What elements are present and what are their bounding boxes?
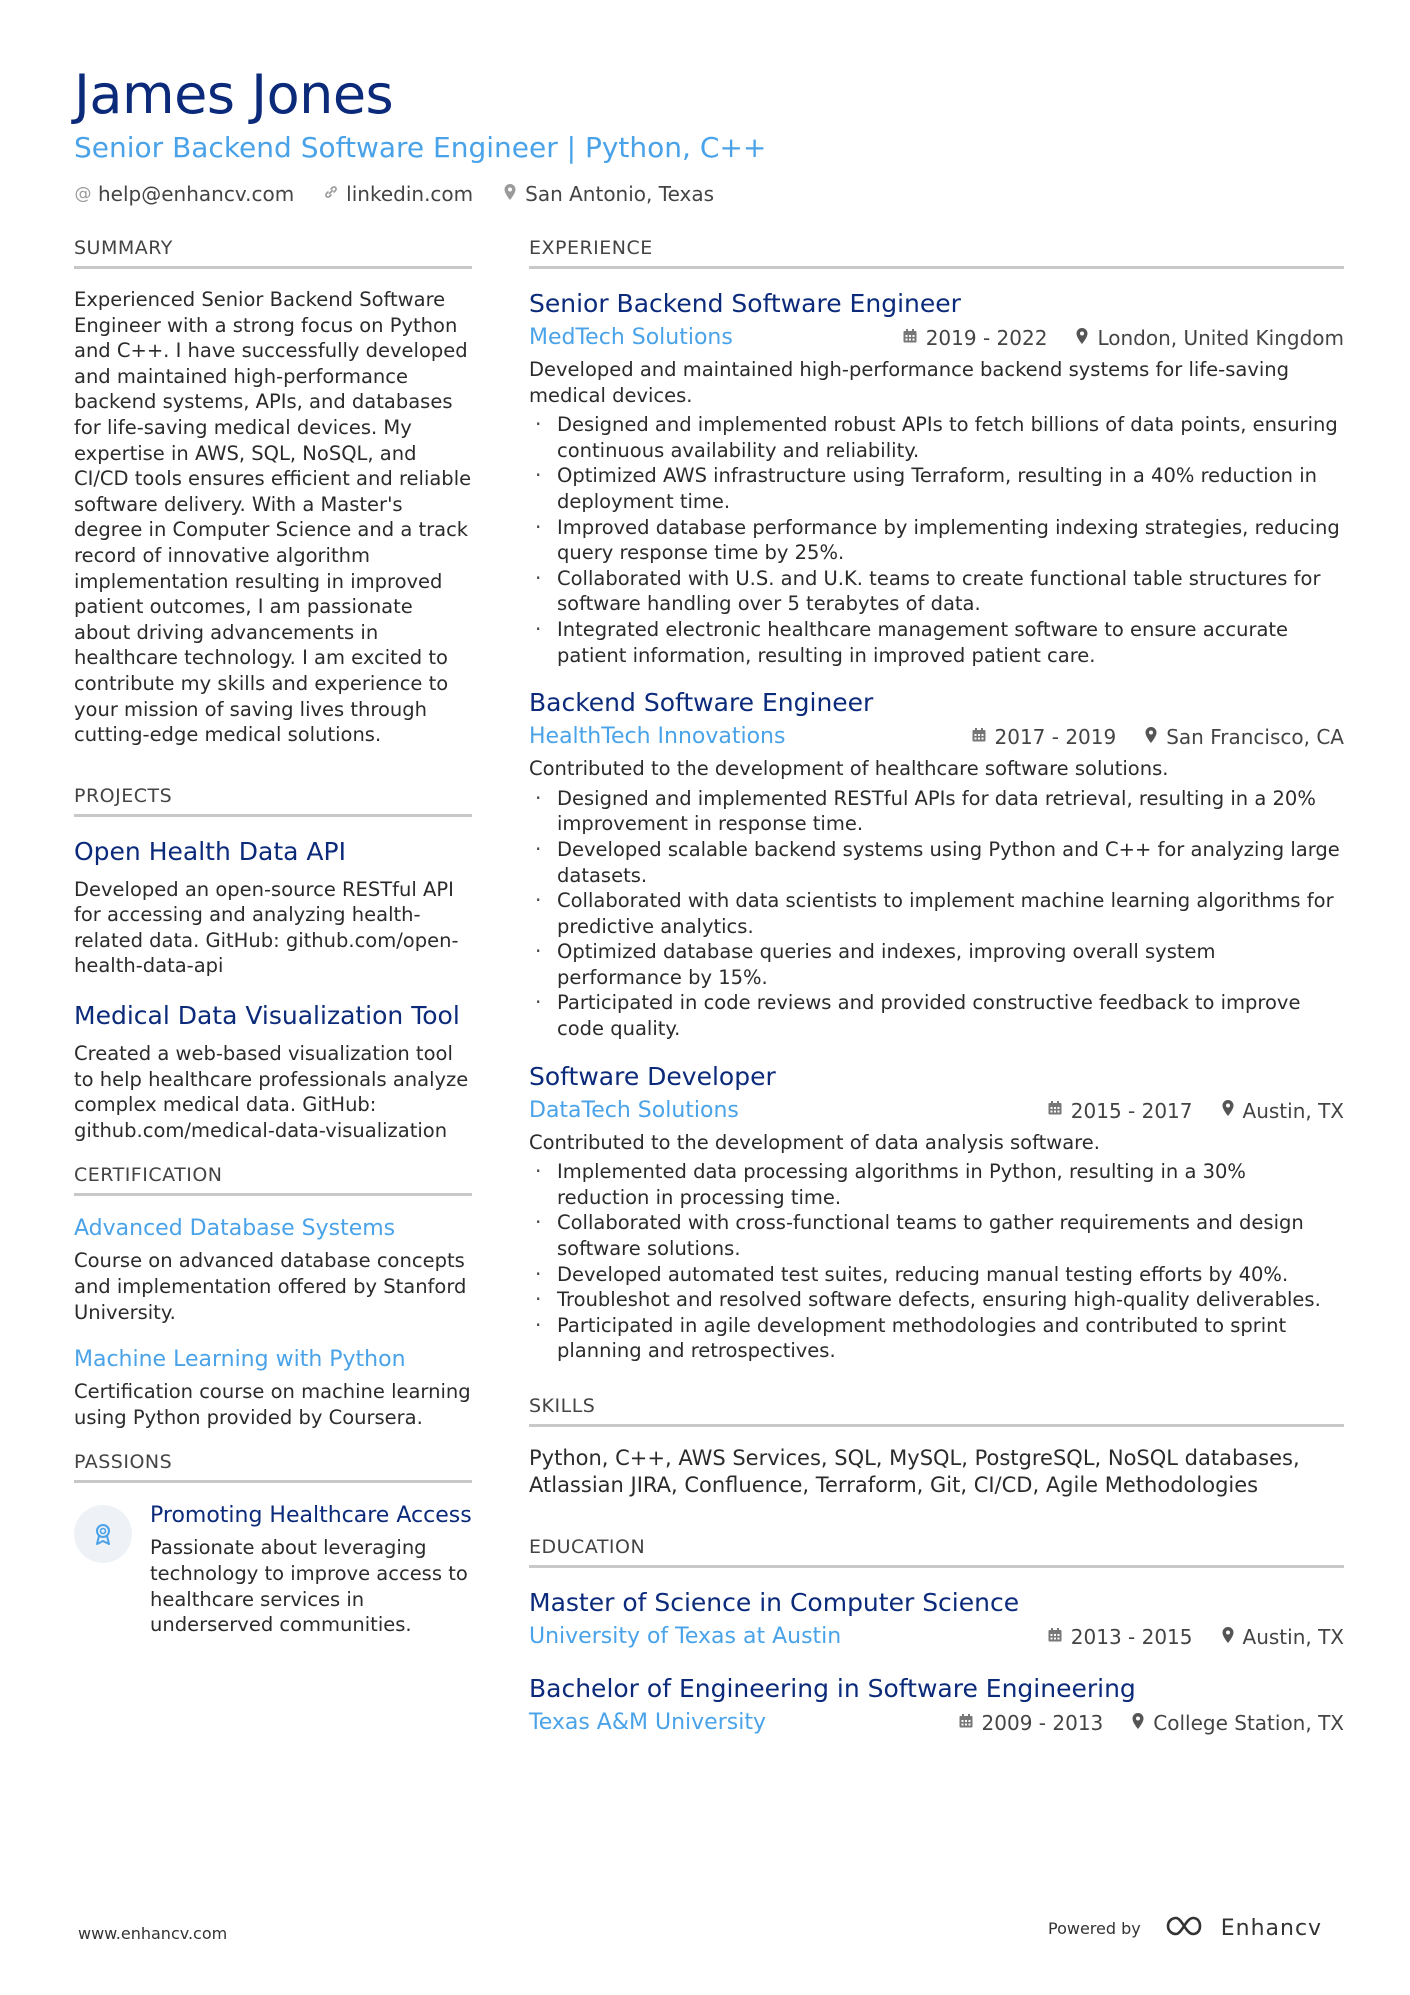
experience-heading: EXPERIENCE: [529, 236, 1344, 269]
skills-heading: SKILLS: [529, 1394, 1344, 1427]
passion-title: Promoting Healthcare Access: [150, 1503, 472, 1529]
job-bullet: · Improved database performance by implementing indexing strategies, reducing query response time by 25%.: [529, 515, 1344, 566]
location-pin-icon: [1131, 1712, 1145, 1735]
job-dates: 2017 - 2019: [994, 725, 1117, 750]
job-meta: [529, 323, 1344, 353]
job-dates-location: [971, 725, 1345, 749]
award-ribbon-icon: [74, 1505, 132, 1563]
email-text: help@enhancv.com: [98, 182, 295, 206]
job-title: Backend Software Engineer: [529, 688, 874, 718]
job-entry: [529, 1060, 1344, 1364]
passion-description: Passionate about leveraging technology to improve access to healthcare services in underserved communities.: [150, 1536, 468, 1637]
job-bullet: · Collaborated with cross-functional teams to gather requirements and design software solutions.: [529, 1210, 1344, 1261]
company-name: DataTech Solutions: [529, 1097, 739, 1123]
project-item: [74, 999, 472, 1143]
job-bullet: · Participated in code reviews and provided constructive feedback to improve code quality.: [529, 990, 1344, 1041]
certification-description: Course on advanced database concepts and implementation offered by Stanford University.: [74, 1249, 467, 1324]
at-icon: @: [74, 184, 92, 204]
education-dates: 2009 - 2013: [981, 1711, 1104, 1735]
resume-header: [74, 62, 1344, 206]
job-description: Contributed to the development of healthcare software solutions.: [529, 757, 1169, 781]
contact-location: [501, 182, 714, 206]
job-bullets: [529, 412, 1344, 668]
education-location: [1221, 1625, 1344, 1649]
job-location: [1221, 1099, 1344, 1123]
calendar-icon: [958, 1713, 974, 1734]
project-description: Created a web-based visualization tool to help healthcare professionals analyze complex medical data. GitHub: github.com/medical-data-visualization: [74, 1042, 469, 1142]
location-pin-icon: [1221, 1099, 1235, 1122]
job-bullet: · Implemented data processing algorithms in Python, resulting in a 30% reduction in processing time.: [529, 1159, 1344, 1210]
calendar-icon: [902, 328, 918, 349]
job-location: [1144, 725, 1344, 749]
project-item: [74, 835, 472, 979]
job-bullets: [529, 786, 1344, 1042]
job-bullet: · Participated in agile development methodologies and contributed to sprint planning and retrospectives.: [529, 1313, 1344, 1364]
job-bullet: · Optimized AWS infrastructure using Terraform, resulting in a 40% reduction in deployment time.: [529, 463, 1344, 514]
company-name: MedTech Solutions: [529, 325, 733, 350]
brand-name: Enhancv: [1220, 1915, 1323, 1941]
job-bullet: · Designed and implemented RESTful APIs for data retrieval, resulting in a 20% improvement in response time.: [529, 786, 1344, 837]
location-pin-icon: [1144, 726, 1158, 749]
job-title: Software Developer: [529, 1061, 776, 1091]
job-dates: 2015 - 2017: [1070, 1098, 1193, 1123]
education-dates-location: [1047, 1625, 1344, 1649]
candidate-title: Senior Backend Software Engineer | Python, C++: [74, 131, 767, 164]
certification-item: [74, 1214, 472, 1325]
candidate-name: James Jones: [74, 63, 394, 126]
company-name: HealthTech Innovations: [529, 724, 786, 750]
projects-section: [74, 784, 472, 1144]
education-location-text: Austin, TX: [1242, 1625, 1344, 1649]
education-entry: [529, 1672, 1344, 1738]
projects-heading: PROJECTS: [74, 784, 472, 817]
job-description: Developed and maintained high-performance backend systems for life-saving medical devices.: [529, 358, 1290, 407]
job-entry: [529, 686, 1344, 1042]
calendar-icon: [971, 727, 987, 748]
experience-section: [529, 236, 1344, 1364]
job-location-text: San Francisco, CA: [1166, 725, 1344, 750]
contact-bar: [74, 182, 1344, 206]
contact-email[interactable]: [74, 182, 294, 206]
job-bullet: · Troubleshot and resolved software defects, ensuring high-quality deliverables.: [529, 1287, 1344, 1313]
calendar-icon: [1047, 1100, 1063, 1121]
job-bullet: · Optimized database queries and indexes, improving overall system performance by 15%.: [529, 939, 1344, 990]
education-location: [1131, 1711, 1344, 1735]
job-location: [1075, 326, 1344, 350]
passion-content: [150, 1501, 472, 1637]
job-bullet: · Developed automated test suites, reducing manual testing efforts by 40%.: [529, 1262, 1344, 1288]
certification-title: Machine Learning with Python: [74, 1347, 406, 1373]
education-meta: [529, 1622, 1344, 1652]
link-icon: [322, 184, 340, 205]
project-title: Medical Data Visualization Tool: [74, 1001, 460, 1031]
job-bullet: · Integrated electronic healthcare management software to ensure accurate patient information, resulting in improved patient care.: [529, 617, 1344, 668]
job-bullet: · Collaborated with U.S. and U.K. teams to create functional table structures for software handling over 5 terabytes of data.: [529, 566, 1344, 617]
degree-title: Bachelor of Engineering in Software Engineering: [529, 1674, 1136, 1703]
passion-item: [74, 1501, 472, 1637]
job-meta: [529, 722, 1344, 752]
job-bullet: · Designed and implemented robust APIs to fetch billions of data points, ensuring continuous availability and reliability.: [529, 412, 1344, 463]
job-meta: [529, 1096, 1344, 1126]
footer-branding[interactable]: [1048, 1914, 1322, 1942]
job-location-text: Austin, TX: [1242, 1098, 1344, 1123]
job-entry: [529, 287, 1344, 668]
job-dates: 2019 - 2022: [925, 326, 1048, 350]
certification-description: Certification course on machine learning using Python provided by Coursera.: [74, 1380, 471, 1429]
education-dates-location: [958, 1711, 1344, 1735]
job-description: Contributed to the development of data analysis software.: [529, 1130, 1100, 1154]
project-title: Open Health Data API: [74, 836, 346, 866]
job-bullets: [529, 1159, 1344, 1364]
job-title: Senior Backend Software Engineer: [529, 289, 961, 318]
linkedin-text: linkedin.com: [346, 182, 474, 206]
passions-section: [74, 1450, 472, 1637]
enhancv-logo-icon: [1165, 1914, 1211, 1942]
certification-heading: CERTIFICATION: [74, 1163, 472, 1196]
location-pin-icon: [1221, 1626, 1235, 1649]
location-text: San Antonio, Texas: [525, 182, 715, 206]
education-location-text: College Station, TX: [1153, 1711, 1344, 1735]
project-description: Developed an open-source RESTful API for accessing and analyzing health-related data. GitHub: github.com/open-health-data-api: [74, 877, 459, 978]
certification-item: [74, 1345, 472, 1430]
calendar-icon: [1047, 1627, 1063, 1648]
education-entry: [529, 1586, 1344, 1652]
job-dates-location: [902, 326, 1344, 350]
certification-title: Advanced Database Systems: [74, 1216, 396, 1242]
summary-text: Experienced Senior Backend Software Engineer with a strong focus on Python and C++. I have successfully developed and maintained high-performance backend systems, APIs, and databases for life-saving medical devices. My expertise in AWS, SQL, NoSQL, and CI/CD tools ensures efficient and reliable software delivery. With a Master's degree in Computer Science and a track record of innovative algorithm implementation resulting in improved patient outcomes, I am passionate about driving advancements in healthcare technology. I am excited to contribute my skills and experience to your mission of saving lives through cutting-edge medical solutions.: [74, 288, 472, 747]
job-bullet: · Collaborated with data scientists to implement machine learning algorithms for predictive analytics.: [529, 888, 1344, 939]
education-meta: [529, 1708, 1344, 1738]
school-name: Texas A&M University: [529, 1710, 766, 1735]
summary-heading: SUMMARY: [74, 236, 472, 269]
school-name: University of Texas at Austin: [529, 1624, 842, 1649]
education-section: [529, 1535, 1344, 1738]
job-bullet: · Developed scalable backend systems using Python and C++ for analyzing large datasets.: [529, 837, 1344, 888]
job-location-text: London, United Kingdom: [1097, 326, 1344, 350]
right-column: [529, 236, 1344, 1758]
skills-text: Python, C++, AWS Services, SQL, MySQL, PostgreSQL, NoSQL databases, Atlassian JIRA, Confluence, Terraform, Git, CI/CD, Agile Methodologies: [529, 1446, 1300, 1497]
powered-by-label: Powered by: [1048, 1918, 1141, 1938]
location-pin-icon: [1075, 327, 1089, 350]
contact-linkedin[interactable]: [322, 182, 473, 206]
degree-title: Master of Science in Computer Science: [529, 1588, 1020, 1617]
skills-section: [529, 1394, 1344, 1499]
passions-heading: PASSIONS: [74, 1450, 472, 1483]
education-heading: EDUCATION: [529, 1535, 1344, 1568]
job-dates-location: [1047, 1099, 1344, 1123]
certification-section: [74, 1163, 472, 1430]
footer-website[interactable]: www.enhancv.com: [78, 1924, 228, 1943]
location-pin-icon: [501, 183, 519, 206]
summary-section: [74, 236, 472, 748]
left-column: [74, 236, 472, 1638]
education-dates: 2013 - 2015: [1070, 1625, 1193, 1649]
